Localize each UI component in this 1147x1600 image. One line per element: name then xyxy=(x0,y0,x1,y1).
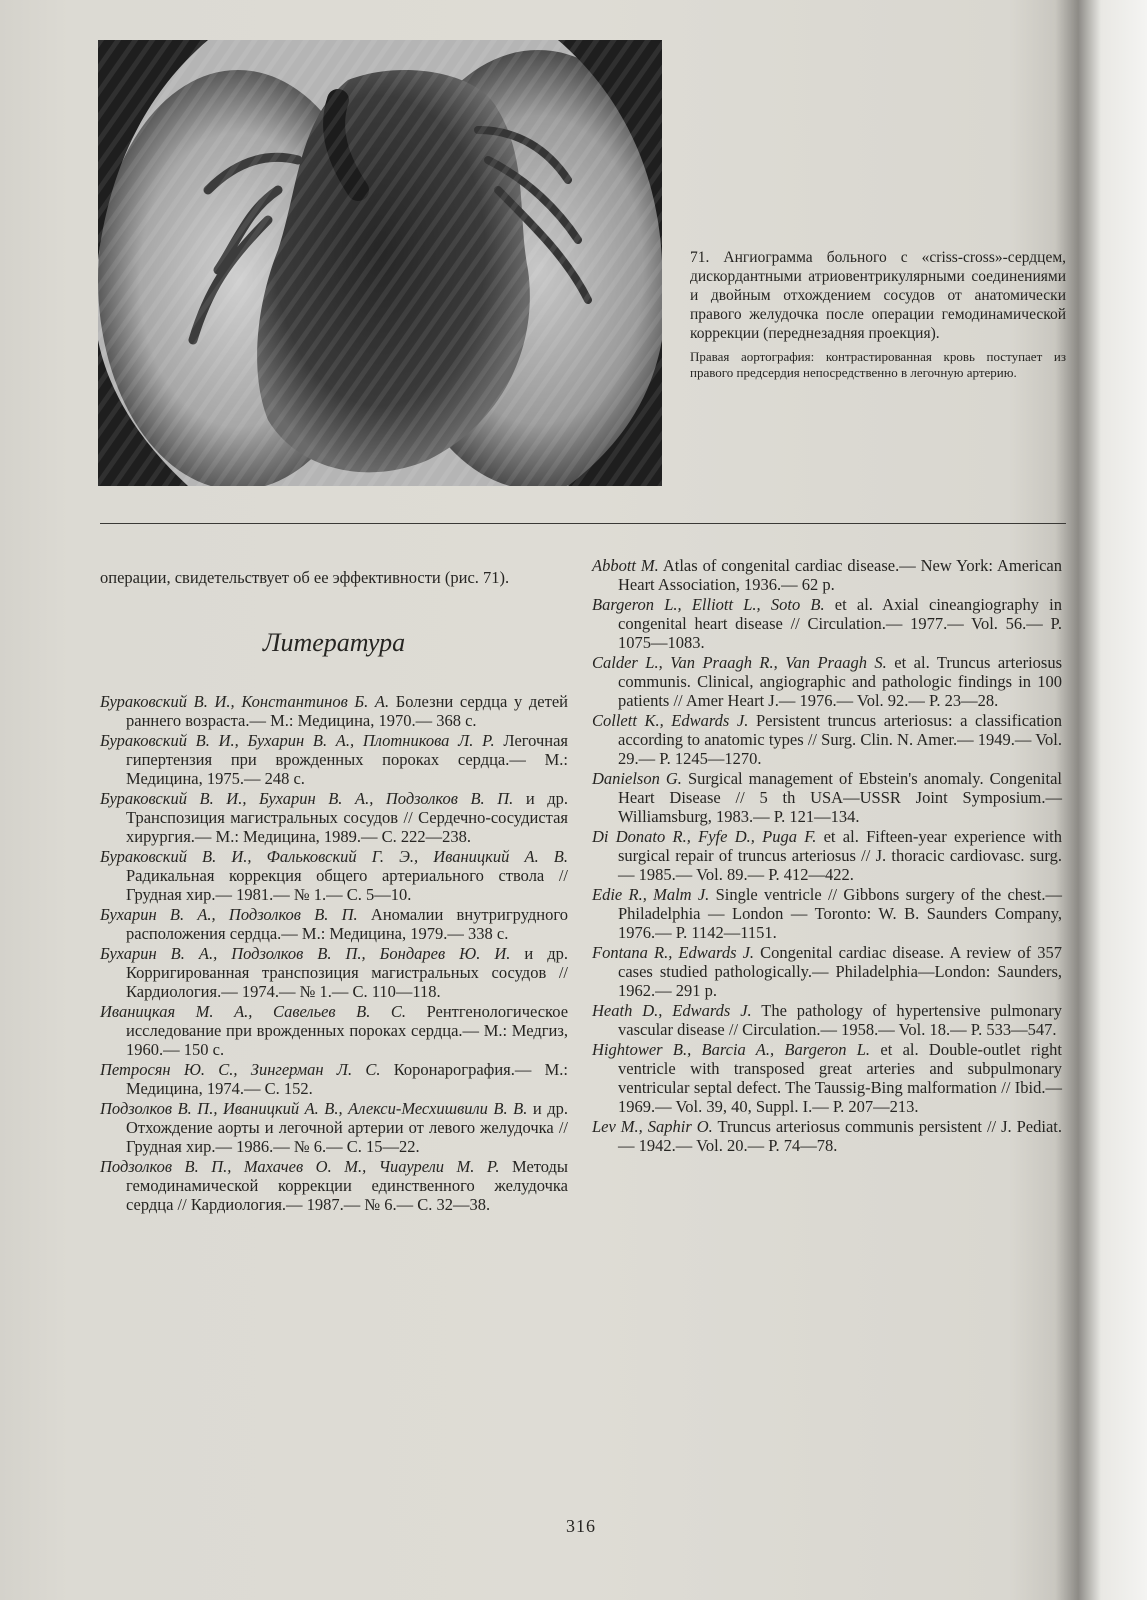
reference-text: Truncus arteriosus communis persistent // J. Pediat.— 1942.— Vol. 20.— P. 74—78. xyxy=(618,1117,1063,1155)
reference-authors: Fontana R., Edwards J. xyxy=(592,943,755,962)
reference-authors: Бураковский В. И., Константинов Б. А. xyxy=(100,692,390,711)
reference-text: et al. Fifteen-year experience with surgical repair of truncus arteriosus // J. thoracic cardiovasc. surg.— 1985.— Vol. 89.— P. 412—422. xyxy=(618,827,1063,884)
reference-authors: Calder L., Van Praagh R., Van Praagh S. xyxy=(592,653,887,672)
reference-authors: Иваницкая М. А., Савельев В. С. xyxy=(100,1002,407,1021)
reference-item xyxy=(592,943,1062,1000)
reference-text: и др. Отхождение аорты и легочной артерии от левого желудочка // Грудная хир.— 1986.— № 6.— С. 15—22. xyxy=(126,1099,568,1156)
reference-list-russian xyxy=(100,692,568,1214)
reference-item xyxy=(592,1040,1062,1116)
reference-item xyxy=(592,1001,1062,1039)
reference-item xyxy=(592,653,1062,710)
figure-caption-text: Ангиограмма больного с «criss-cross»-сердцем, дискордантными атриовентрикулярными соединениями и двойным отхождением сосудов от анатомически правого желудочка после операции гемодинамической коррекции (переднезадняя проекция). xyxy=(690,249,1067,342)
reference-authors: Петросян Ю. С., Зингерман Л. С. xyxy=(100,1060,381,1079)
reference-text: Surgical management of Ebstein's anomaly. Congenital Heart Disease // 5 th USA—USSR Joint Symposium.— Williamsburg, 1983.— P. 121—134. xyxy=(618,769,1063,826)
reference-item xyxy=(100,789,568,846)
reference-item xyxy=(100,692,568,730)
reference-item xyxy=(592,885,1062,942)
reference-text: Методы гемодинамической коррекции единственного желудочка сердца // Кардиология.— 1987.— № 6.— С. 32—38. xyxy=(126,1157,569,1214)
reference-item xyxy=(592,827,1062,884)
reference-authors: Бураковский В. И., Бухарин В. А., Подзолков В. П. xyxy=(100,789,514,808)
reference-text: et al. Double-outlet right ventricle with transposed great arteries and subpulmonary ventricular septal defect. The Taussig-Bing malformation // Ibid.— 1969.— Vol. 39, 40, Suppl. I.— P. 207—213. xyxy=(618,1040,1063,1116)
reference-text: et al. Axial cineangiography in congenital heart disease // Circulation.— 1977.— Vol. 56.— P. 1075—1083. xyxy=(618,595,1062,652)
reference-item xyxy=(100,1002,568,1059)
figure-subcaption: Правая аортография: контрастированная кровь поступает из правого предсердия непосредственно в легочную артерию. xyxy=(690,349,1066,380)
reference-text: Радикальная коррекция общего артериального ствола // Грудная хир.— 1981.— № 1.— С. 5—10. xyxy=(126,866,568,904)
reference-authors: Подзолков В. П., Махачев О. М., Чиаурели М. Р. xyxy=(100,1157,500,1176)
reference-authors: Heath D., Edwards J. xyxy=(592,1001,752,1020)
angiogram-figure xyxy=(98,40,662,486)
reference-text: и др. Корригированная транспозиция магистральных сосудов // Кардиология.— 1974.— № 1.— С. 110—118. xyxy=(126,944,568,1001)
reference-authors: Edie R., Malm J. xyxy=(592,885,710,904)
reference-text: The pathology of hypertensive pulmonary vascular disease // Circulation.— 1958.— Vol. 18.— P. 533—547. xyxy=(618,1001,1062,1039)
reference-text: Atlas of congenital cardiac disease.— New York: American Heart Association, 1936.— 62 p. xyxy=(618,556,1062,594)
reference-authors: Abbott M. xyxy=(592,556,659,575)
reference-authors: Hightower B., Barcia A., Bargeron L. xyxy=(592,1040,871,1059)
reference-item xyxy=(592,711,1062,768)
horizontal-divider xyxy=(100,523,1066,524)
reference-authors: Lev M., Saphir O. xyxy=(592,1117,713,1136)
reference-text: Persistent truncus arteriosus: a classification according to anatomic types // Surg. Clin. N. Amer.— 1949.— Vol. 29.— P. 1245—1270. xyxy=(618,711,1063,768)
reference-authors: Danielson G. xyxy=(592,769,682,788)
reference-text: Рентгенологическое исследование при врожденных пороках сердца.— М.: Медгиз, 1960.— 150 с. xyxy=(126,1002,569,1059)
reference-text: Congenital cardiac disease. A review of 357 cases studied pathologically.— Philadelphia—London: Saunders, 1962.— 291 p. xyxy=(618,943,1063,1000)
reference-item xyxy=(100,731,568,788)
reference-item xyxy=(592,556,1062,594)
reference-text: Легочная гипертензия при врожденных пороках сердца.— М.: Медицина, 1975.— 248 с. xyxy=(126,731,569,788)
reference-text: и др. Транспозиция магистральных сосудов // Сердечно-сосудистая хирургия.— М.: Медицина, 1989.— С. 222—238. xyxy=(126,789,568,846)
reference-list-english xyxy=(592,556,1062,1155)
reference-authors: Bargeron L., Elliott L., Soto B. xyxy=(592,595,825,614)
reference-authors: Бухарин В. А., Подзолков В. П. xyxy=(100,905,358,924)
reference-item xyxy=(100,944,568,1001)
reference-item xyxy=(592,769,1062,826)
reference-item xyxy=(100,905,568,943)
literature-heading: Литература xyxy=(262,628,406,657)
reference-item xyxy=(592,1117,1062,1155)
intro-paragraph: операции, свидетельствует об ее эффективности (рис. 71). xyxy=(100,568,510,587)
page-number: 316 xyxy=(566,1516,596,1536)
reference-item xyxy=(100,1157,568,1214)
reference-authors: Бухарин В. А., Подзолков В. П., Бондарев Ю. И. xyxy=(100,944,511,963)
reference-authors: Di Donato R., Fyfe D., Puga F. xyxy=(592,827,817,846)
reference-text: Аномалии внутригрудного расположения сердца.— М.: Медицина, 1979.— 338 с. xyxy=(126,905,568,943)
reference-text: Single ventricle // Gibbons surgery of the chest.— Philadelphia — London — Toronto: W. B. Saunders Company, 1976.— P. 1142—1151. xyxy=(618,885,1062,942)
figure-caption-main xyxy=(690,248,1066,343)
reference-authors: Collett K., Edwards J. xyxy=(592,711,749,730)
reference-authors: Бураковский В. И., Бухарин В. А., Плотникова Л. Р. xyxy=(100,731,495,750)
left-column xyxy=(100,568,568,1215)
reference-item xyxy=(592,595,1062,652)
reference-item xyxy=(100,847,568,904)
reference-item xyxy=(100,1099,568,1156)
reference-text: et al. Truncus arteriosus communis. Clinical, angiographic and pathologic findings in 100 patients // Amer Heart J.— 1976.— Vol. 92.— P. 23—28. xyxy=(618,653,1063,710)
reference-item xyxy=(100,1060,568,1098)
figure-caption xyxy=(690,248,1066,381)
figure-number: 71. xyxy=(690,249,710,266)
reference-text: Болезни сердца у детей раннего возраста.— М.: Медицина, 1970.— 368 с. xyxy=(126,692,568,730)
reference-text: Коронарография.— М.: Медицина, 1974.— С. 152. xyxy=(126,1060,569,1098)
right-column xyxy=(592,556,1062,1156)
reference-authors: Подзолков В. П., Иваницкий А. В., Алекси-Месхишвили В. В. xyxy=(100,1099,528,1118)
reference-authors: Бураковский В. И., Фальковский Г. Э., Иваницкий А. В. xyxy=(100,847,568,866)
